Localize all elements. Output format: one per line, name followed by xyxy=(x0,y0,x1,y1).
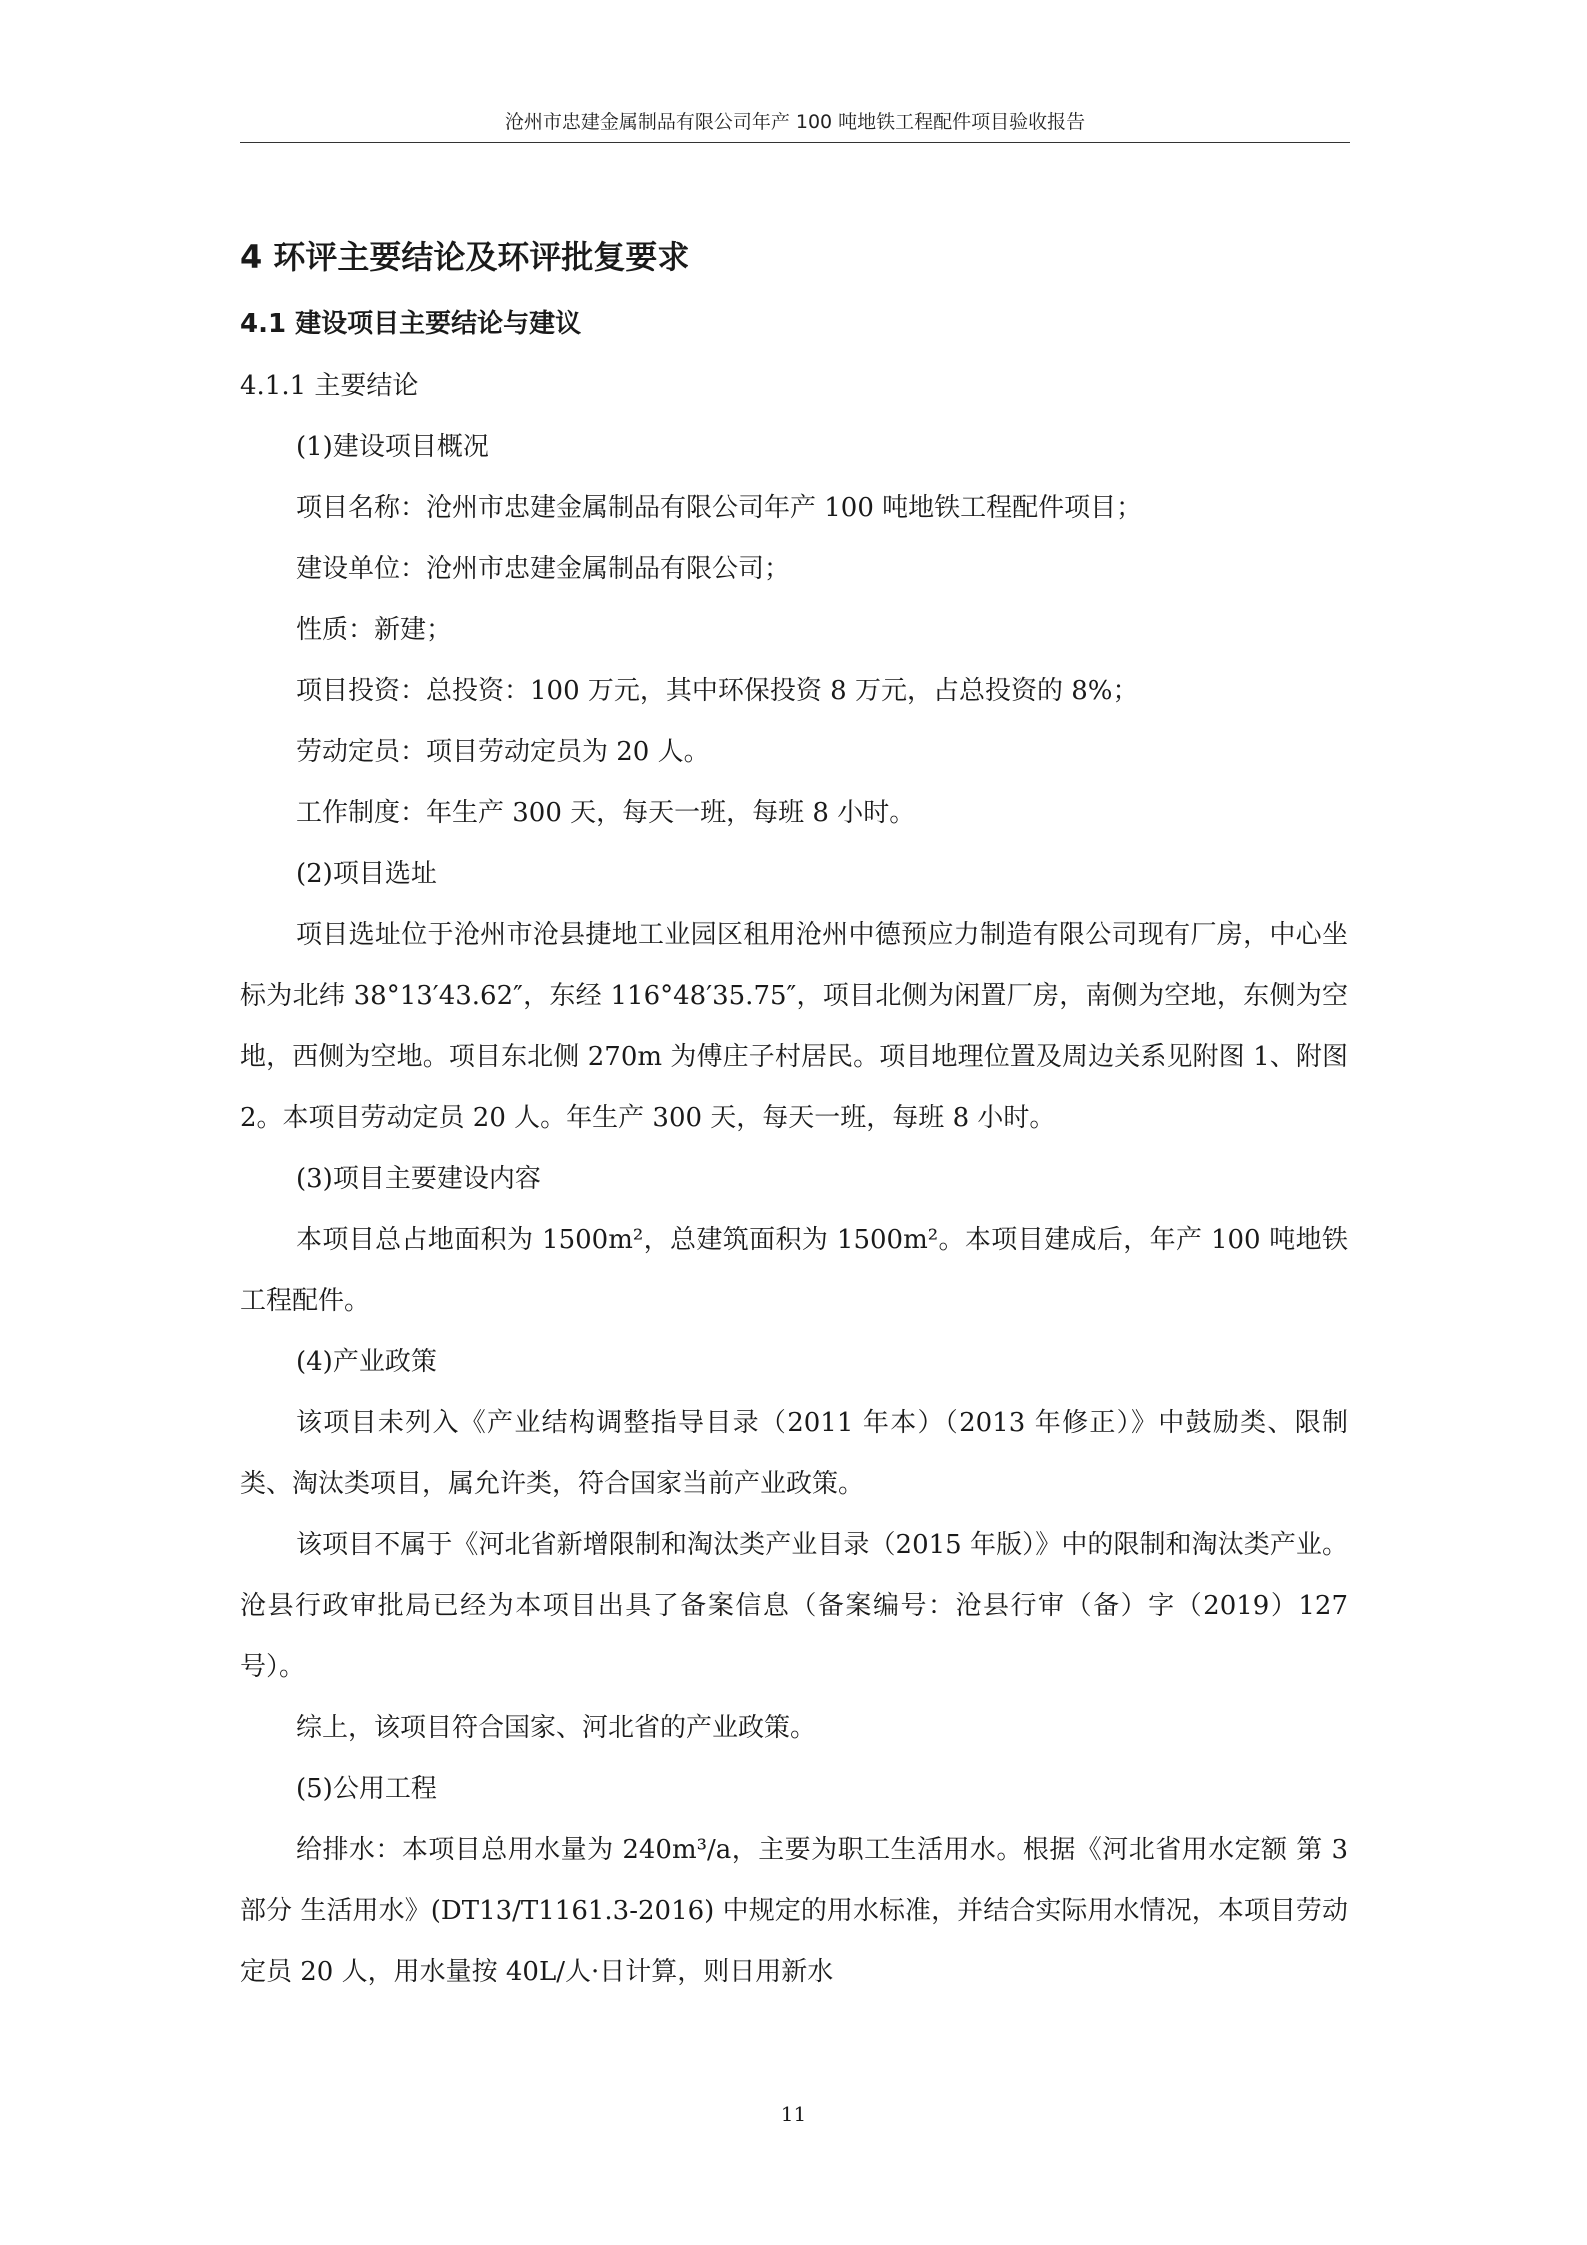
national-policy-paragraph: 该项目未列入《产业结构调整指导目录（2011 年本）（2013 年修正）》中鼓励类、限制类、淘汰类项目，属允许类，符合国家当前产业政策。 xyxy=(240,1408,1348,1499)
header-divider xyxy=(240,142,1350,143)
staffing-line: 劳动定员：项目劳动定员为 20 人。 xyxy=(296,737,710,767)
project-investment-line: 项目投资：总投资：100 万元，其中环保投资 8 万元，占总投资的 8%； xyxy=(296,676,1139,706)
subsection-heading: 4.1.1 主要结论 xyxy=(240,371,419,401)
work-schedule-line: 工作制度：年生产 300 天，每天一班，每班 8 小时。 xyxy=(296,798,916,828)
item-heading-project-overview: (1)建设项目概况 xyxy=(296,432,489,462)
hebei-policy-paragraph: 该项目不属于《河北省新增限制和淘汰类产业目录（2015 年版）》中的限制和淘汰类产业。沧县行政审批局已经为本项目出具了备案信息（备案编号：沧县行审（备）字（2019）127 号）。 xyxy=(240,1530,1348,1682)
item-heading-site-selection: (2)项目选址 xyxy=(296,859,437,889)
construction-content-paragraph: 本项目总占地面积为 1500m²，总建筑面积为 1500m²。本项目建成后，年产 100 吨地铁工程配件。 xyxy=(240,1225,1348,1316)
site-selection-paragraph: 项目选址位于沧州市沧县捷地工业园区租用沧州中德预应力制造有限公司现有厂房，中心坐标为北纬 38°13′43.62″，东经 116°48′35.75″，项目北侧为闲置厂房，南侧为空地，东侧为空地，西侧为空地。项目东北侧 270m 为傅庄子村居民。项目地理位置及周边关系见附图 1、附图 2。本项目劳动定员 20 人。年生产 300 天，每天一班，每班 8 小时。 xyxy=(240,920,1348,1133)
policy-summary-line: 综上，该项目符合国家、河北省的产业政策。 xyxy=(296,1713,817,1743)
project-nature-line: 性质：新建； xyxy=(296,615,453,645)
water-supply-paragraph: 给排水：本项目总用水量为 240m³/a，主要为职工生活用水。根据《河北省用水定额 第 3 部分 生活用水》(DT13/T1161.3-2016) 中规定的用水标准，并结合实际用水情况，本项目劳动定员 20 人，用水量按 40L/人·日计算，则日用新水 xyxy=(240,1835,1348,1987)
page-body xyxy=(240,222,1348,2003)
page-number: 11 xyxy=(780,2102,807,2126)
running-header: 沧州市忠建金属制品有限公司年产 100 吨地铁工程配件项目验收报告 xyxy=(504,111,1086,133)
construction-unit-line: 建设单位：沧州市忠建金属制品有限公司； xyxy=(296,554,791,584)
section-heading: 4.1 建设项目主要结论与建议 xyxy=(240,309,582,339)
chapter-heading: 4 环评主要结论及环评批复要求 xyxy=(240,238,690,276)
item-heading-construction-content: (3)项目主要建设内容 xyxy=(296,1164,541,1194)
item-heading-public-works: (5)公用工程 xyxy=(296,1774,437,1804)
project-name-line: 项目名称：沧州市忠建金属制品有限公司年产 100 吨地铁工程配件项目； xyxy=(296,493,1143,523)
item-heading-industrial-policy: (4)产业政策 xyxy=(296,1347,437,1377)
